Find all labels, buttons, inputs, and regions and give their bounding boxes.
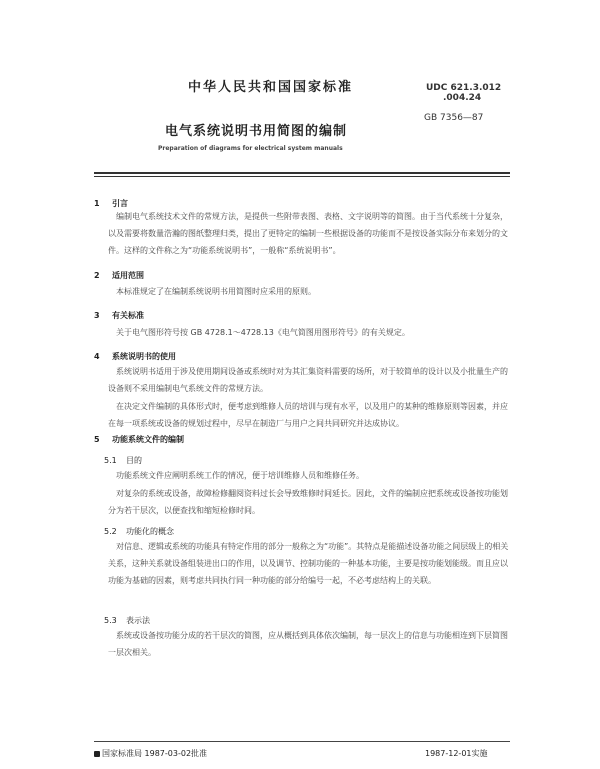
section-5-heading: [94, 434, 184, 445]
subsection-5-3-paragraph: 系统或设备按功能分成的若干层次的简图，应从概括到具体依次编制，每一层次上的信息与功能相连到下层简图一层次相关。: [108, 631, 508, 657]
subsection-5-3-heading: [104, 615, 150, 626]
gb-standard-code: GB 7356—87: [424, 113, 484, 123]
section-title: 引言: [112, 199, 128, 208]
section-title: 适用范围: [112, 271, 144, 280]
subsection-title: 功能化的概念: [126, 527, 174, 536]
subsection-number: 5.3: [104, 616, 117, 625]
section-number: 4: [94, 352, 100, 361]
udc-line-2: .004.24: [443, 93, 482, 103]
footer-implementation-date: 1987-12-01实施: [425, 749, 488, 758]
section-title: 有关标准: [112, 311, 144, 320]
section-2-heading: [94, 270, 144, 281]
publisher-mark-icon: [94, 751, 100, 757]
standard-org-heading: 中华人民共和国国家标准: [188, 80, 354, 95]
header-rule-thick: [94, 172, 510, 174]
subsection-5-1-paragraph-2: 对复杂的系统或设备，故障检修翻阅资料过长会导致维修时间延长。因此，文件的编制应把系统或设备按功能划分为若干层次，以便查找和缩短检修时间。: [108, 489, 508, 515]
section-4-paragraph-2: 在决定文件编制的具体形式时，便考虑到维修人员的培训与现有水平，以及用户的某种的维修原则等因素，并应在每一项系统或设备的规划过程中，尽早在制造厂与用户之间共同研究并达成协议。: [108, 402, 508, 428]
subsection-number: 5.2: [104, 527, 117, 536]
subsection-5-2-paragraph: 对信息、逻辑或系统的功能具有特定作用的部分一般称之为“功能”。其特点是能描述设备功能之间层级上的相关关系，这种关系就设备组装进出口的作用，以及调节、控制功能的一种基本功能，主要是按功能划能级。而且应以功能为基础的因素，则考虑共同执行同一种功能的部分给编号一起，不必考虑结构上的关联。: [108, 542, 509, 585]
document-subtitle-english: Preparation of diagrams for electrical system manuals: [158, 145, 343, 152]
document-title: 电气系统说明书用简图的编制: [165, 124, 348, 139]
udc-line-1: UDC 621.3.012: [426, 83, 502, 93]
section-number: 2: [94, 271, 100, 280]
subsection-number: 5.1: [104, 456, 117, 465]
section-number: 5: [94, 435, 100, 444]
approval-text: 国家标准局 1987-03-02批准: [102, 749, 208, 758]
section-number: 1: [94, 199, 100, 208]
udc-code: [426, 83, 501, 103]
section-4-paragraph-1: 系统说明书适用于涉及使用期间设备或系统时对为其汇集资料需要的场所，对于较简单的设计以及小批量生产的设备则不采用编制电气系统文件的常规方法。: [108, 367, 508, 393]
section-4-heading: [94, 351, 176, 362]
section-3-paragraph: 关于电气图形符号按 GB 4728.1～4728.13《电气简图用图形符号》的有关规定。: [116, 328, 410, 337]
subsection-title: 表示法: [126, 616, 150, 625]
subsection-5-1-heading: [104, 455, 142, 466]
section-1-paragraph: 编制电气系统技术文件的常规方法，是提供一些附带表图、表格、文字说明等的简图。由于当代系统十分复杂，以及需要将数量浩瀚的图纸整理归类，提出了更特定的编制一些根据设备的功能而不是按设备实际分布来划分的文件。这样的文件称之为“功能系统说明书”，一般称“系统说明书”。: [108, 212, 508, 255]
section-title: 系统说明书的使用: [112, 352, 176, 361]
subsection-title: 目的: [126, 456, 142, 465]
section-title: 功能系统文件的编制: [112, 435, 184, 444]
footer-approval: [94, 748, 207, 759]
section-2-paragraph: 本标准规定了在编制系统说明书用简图时应采用的原则。: [116, 287, 316, 296]
section-3-heading: [94, 310, 144, 321]
subsection-5-2-heading: [104, 526, 174, 537]
section-number: 3: [94, 311, 100, 320]
subsection-5-1-paragraph-1: 功能系统文件应阐明系统工作的情况，便于培训维修人员和维修任务。: [116, 471, 364, 480]
footer-rule: [94, 741, 510, 742]
header-rule-thin: [94, 176, 510, 177]
